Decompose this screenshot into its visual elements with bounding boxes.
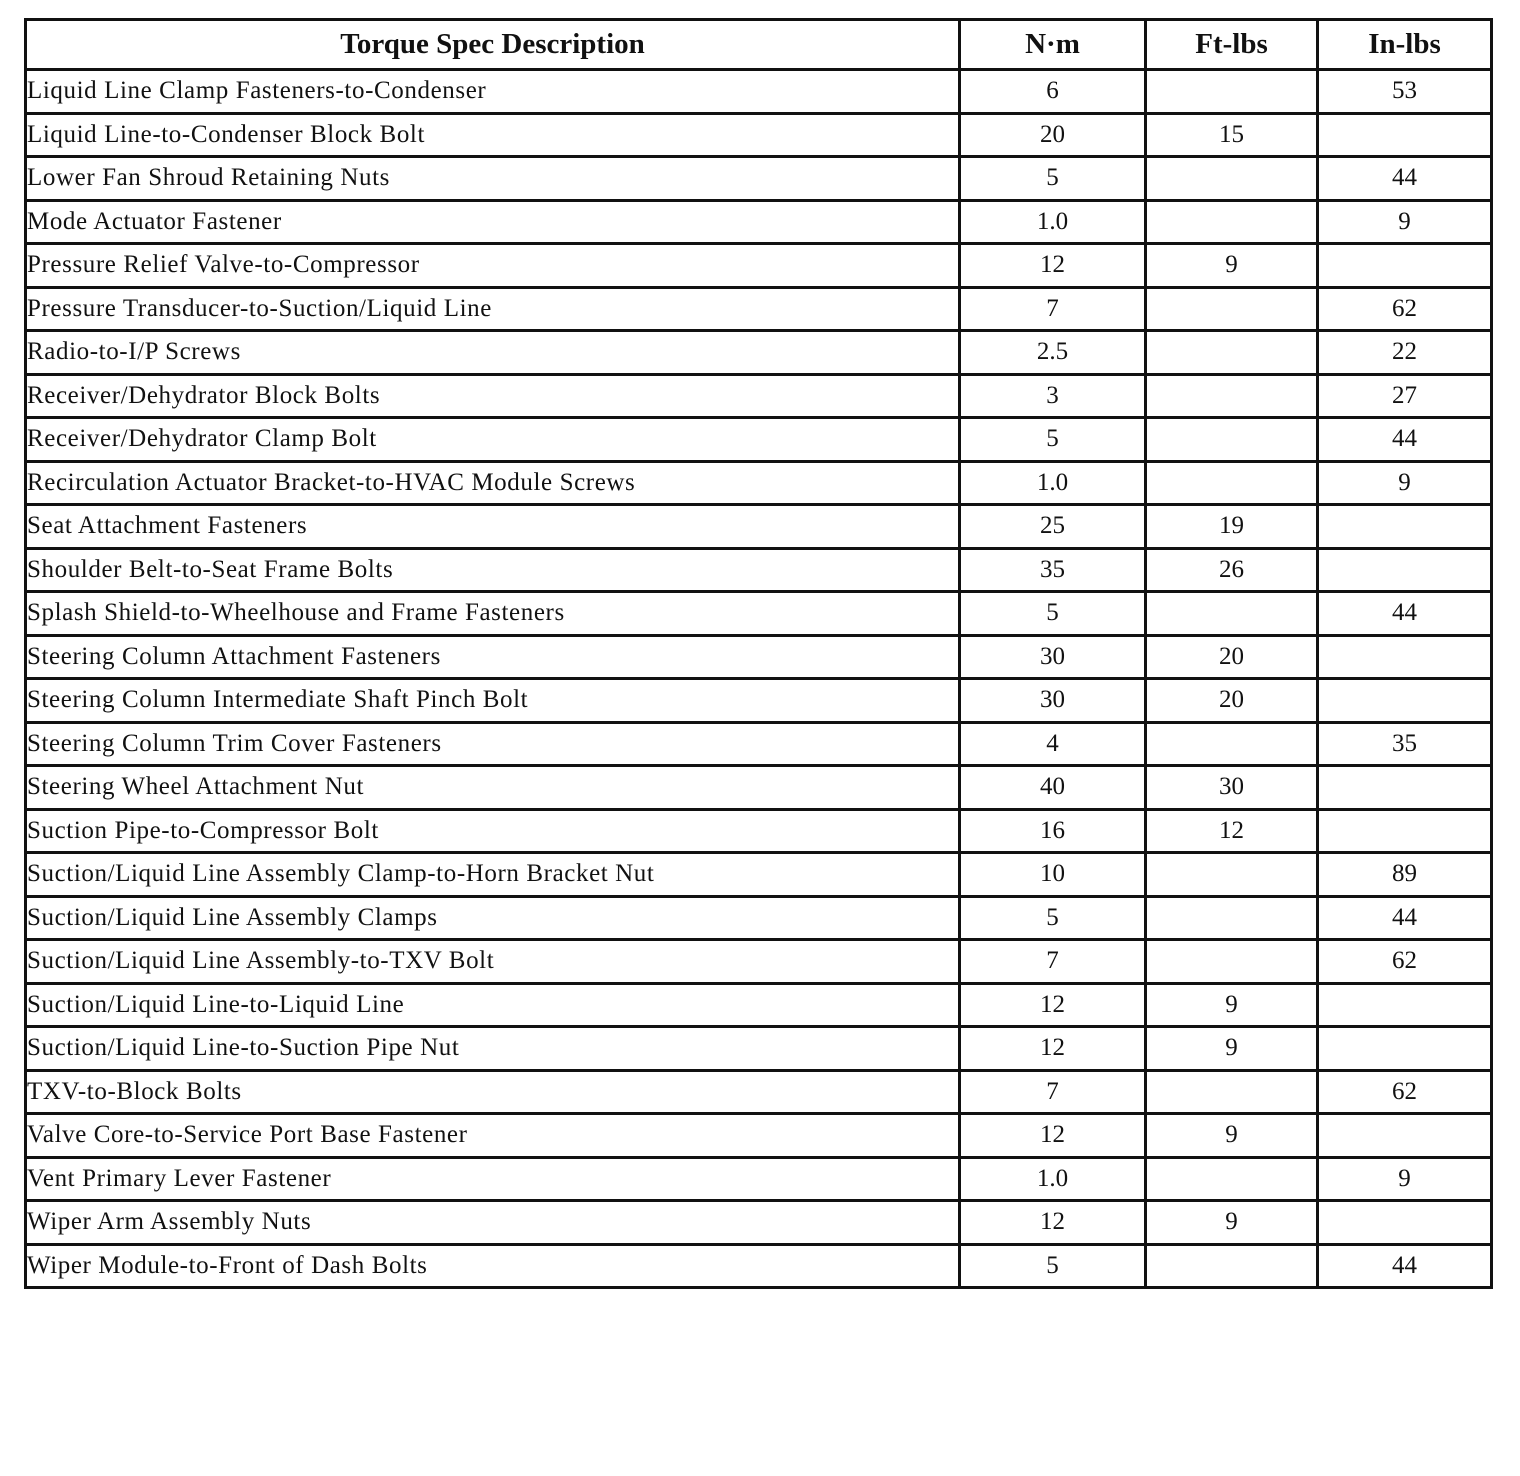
header-description: Torque Spec Description xyxy=(26,20,960,70)
cell-inlbs: 53 xyxy=(1318,70,1492,114)
cell-ftlbs xyxy=(1146,592,1318,636)
cell-inlbs xyxy=(1318,505,1492,549)
header-ftlbs: Ft-lbs xyxy=(1146,20,1318,70)
cell-ftlbs xyxy=(1146,1070,1318,1114)
torque-spec-page xyxy=(24,18,1490,1289)
cell-ftlbs: 20 xyxy=(1146,679,1318,723)
cell-nm: 2.5 xyxy=(960,331,1146,375)
table-row xyxy=(26,679,1492,723)
cell-inlbs: 9 xyxy=(1318,200,1492,244)
table-row xyxy=(26,461,1492,505)
cell-ftlbs: 9 xyxy=(1146,244,1318,288)
cell-description: Vent Primary Lever Fastener xyxy=(26,1157,960,1201)
cell-nm: 16 xyxy=(960,809,1146,853)
cell-nm: 7 xyxy=(960,1070,1146,1114)
table-row xyxy=(26,722,1492,766)
cell-description: Steering Wheel Attachment Nut xyxy=(26,766,960,810)
cell-ftlbs xyxy=(1146,200,1318,244)
table-header-row xyxy=(26,20,1492,70)
cell-inlbs: 27 xyxy=(1318,374,1492,418)
cell-inlbs: 22 xyxy=(1318,331,1492,375)
cell-description: Liquid Line Clamp Fasteners-to-Condenser xyxy=(26,70,960,114)
cell-description: Wiper Module-to-Front of Dash Bolts xyxy=(26,1244,960,1288)
table-row xyxy=(26,157,1492,201)
table-row xyxy=(26,1027,1492,1071)
cell-description: Suction/Liquid Line Assembly Clamps xyxy=(26,896,960,940)
cell-description: Suction Pipe-to-Compressor Bolt xyxy=(26,809,960,853)
cell-inlbs xyxy=(1318,983,1492,1027)
cell-inlbs xyxy=(1318,635,1492,679)
cell-description: Receiver/Dehydrator Clamp Bolt xyxy=(26,418,960,462)
cell-nm: 30 xyxy=(960,635,1146,679)
cell-description: Steering Column Intermediate Shaft Pinch Bolt xyxy=(26,679,960,723)
cell-nm: 5 xyxy=(960,157,1146,201)
cell-ftlbs xyxy=(1146,70,1318,114)
table-row xyxy=(26,809,1492,853)
cell-nm: 4 xyxy=(960,722,1146,766)
cell-inlbs xyxy=(1318,1114,1492,1158)
table-row xyxy=(26,1244,1492,1288)
cell-inlbs: 44 xyxy=(1318,1244,1492,1288)
cell-nm: 25 xyxy=(960,505,1146,549)
table-row xyxy=(26,244,1492,288)
cell-nm: 1.0 xyxy=(960,461,1146,505)
table-row xyxy=(26,592,1492,636)
table-row xyxy=(26,983,1492,1027)
cell-ftlbs xyxy=(1146,157,1318,201)
cell-ftlbs: 9 xyxy=(1146,983,1318,1027)
cell-ftlbs xyxy=(1146,722,1318,766)
cell-nm: 12 xyxy=(960,983,1146,1027)
cell-ftlbs: 15 xyxy=(1146,113,1318,157)
cell-ftlbs xyxy=(1146,1157,1318,1201)
cell-nm: 7 xyxy=(960,287,1146,331)
cell-description: Steering Column Trim Cover Fasteners xyxy=(26,722,960,766)
table-row xyxy=(26,200,1492,244)
cell-nm: 5 xyxy=(960,592,1146,636)
cell-description: Suction/Liquid Line Assembly-to-TXV Bolt xyxy=(26,940,960,984)
cell-ftlbs xyxy=(1146,331,1318,375)
table-row xyxy=(26,940,1492,984)
cell-ftlbs: 9 xyxy=(1146,1114,1318,1158)
cell-description: Valve Core-to-Service Port Base Fastener xyxy=(26,1114,960,1158)
cell-inlbs: 62 xyxy=(1318,940,1492,984)
header-inlbs: In-lbs xyxy=(1318,20,1492,70)
cell-ftlbs xyxy=(1146,853,1318,897)
cell-ftlbs: 9 xyxy=(1146,1201,1318,1245)
cell-inlbs xyxy=(1318,548,1492,592)
cell-inlbs xyxy=(1318,113,1492,157)
cell-description: Liquid Line-to-Condenser Block Bolt xyxy=(26,113,960,157)
cell-ftlbs xyxy=(1146,287,1318,331)
cell-nm: 12 xyxy=(960,1027,1146,1071)
cell-ftlbs: 30 xyxy=(1146,766,1318,810)
table-row xyxy=(26,853,1492,897)
cell-inlbs: 44 xyxy=(1318,418,1492,462)
table-row xyxy=(26,896,1492,940)
cell-inlbs: 44 xyxy=(1318,896,1492,940)
cell-description: Recirculation Actuator Bracket-to-HVAC Module Screws xyxy=(26,461,960,505)
cell-nm: 12 xyxy=(960,244,1146,288)
cell-ftlbs xyxy=(1146,374,1318,418)
cell-inlbs: 89 xyxy=(1318,853,1492,897)
cell-nm: 30 xyxy=(960,679,1146,723)
table-row xyxy=(26,1114,1492,1158)
cell-nm: 35 xyxy=(960,548,1146,592)
cell-description: Pressure Relief Valve-to-Compressor xyxy=(26,244,960,288)
cell-ftlbs xyxy=(1146,461,1318,505)
cell-ftlbs: 9 xyxy=(1146,1027,1318,1071)
cell-description: Wiper Arm Assembly Nuts xyxy=(26,1201,960,1245)
table-row xyxy=(26,1070,1492,1114)
cell-inlbs xyxy=(1318,766,1492,810)
cell-description: Mode Actuator Fastener xyxy=(26,200,960,244)
table-row xyxy=(26,70,1492,114)
cell-description: Steering Column Attachment Fasteners xyxy=(26,635,960,679)
cell-description: Pressure Transducer-to-Suction/Liquid Line xyxy=(26,287,960,331)
cell-nm: 5 xyxy=(960,896,1146,940)
cell-description: Seat Attachment Fasteners xyxy=(26,505,960,549)
cell-description: Shoulder Belt-to-Seat Frame Bolts xyxy=(26,548,960,592)
table-row xyxy=(26,766,1492,810)
cell-inlbs: 35 xyxy=(1318,722,1492,766)
cell-description: Splash Shield-to-Wheelhouse and Frame Fasteners xyxy=(26,592,960,636)
cell-inlbs: 62 xyxy=(1318,1070,1492,1114)
cell-description: Suction/Liquid Line-to-Suction Pipe Nut xyxy=(26,1027,960,1071)
cell-ftlbs: 26 xyxy=(1146,548,1318,592)
cell-ftlbs: 12 xyxy=(1146,809,1318,853)
cell-description: Radio-to-I/P Screws xyxy=(26,331,960,375)
cell-nm: 5 xyxy=(960,418,1146,462)
table-row xyxy=(26,331,1492,375)
cell-inlbs: 44 xyxy=(1318,157,1492,201)
table-row xyxy=(26,635,1492,679)
cell-nm: 5 xyxy=(960,1244,1146,1288)
table-row xyxy=(26,1157,1492,1201)
cell-inlbs xyxy=(1318,244,1492,288)
cell-inlbs: 9 xyxy=(1318,1157,1492,1201)
cell-nm: 20 xyxy=(960,113,1146,157)
cell-ftlbs: 19 xyxy=(1146,505,1318,549)
cell-inlbs xyxy=(1318,809,1492,853)
cell-description: Receiver/Dehydrator Block Bolts xyxy=(26,374,960,418)
table-row xyxy=(26,113,1492,157)
table-row xyxy=(26,548,1492,592)
table-row xyxy=(26,287,1492,331)
cell-inlbs xyxy=(1318,1027,1492,1071)
cell-nm: 7 xyxy=(960,940,1146,984)
cell-nm: 12 xyxy=(960,1201,1146,1245)
cell-inlbs: 62 xyxy=(1318,287,1492,331)
cell-description: TXV-to-Block Bolts xyxy=(26,1070,960,1114)
cell-nm: 6 xyxy=(960,70,1146,114)
cell-ftlbs xyxy=(1146,418,1318,462)
table-row xyxy=(26,1201,1492,1245)
cell-inlbs xyxy=(1318,679,1492,723)
cell-nm: 12 xyxy=(960,1114,1146,1158)
table-row xyxy=(26,505,1492,549)
table-body xyxy=(26,70,1492,1288)
cell-inlbs xyxy=(1318,1201,1492,1245)
cell-ftlbs xyxy=(1146,1244,1318,1288)
cell-nm: 1.0 xyxy=(960,200,1146,244)
cell-nm: 1.0 xyxy=(960,1157,1146,1201)
header-nm: N·m xyxy=(960,20,1146,70)
table-row xyxy=(26,418,1492,462)
cell-description: Suction/Liquid Line-to-Liquid Line xyxy=(26,983,960,1027)
torque-spec-table xyxy=(24,18,1493,1289)
cell-inlbs: 44 xyxy=(1318,592,1492,636)
table-row xyxy=(26,374,1492,418)
cell-description: Lower Fan Shroud Retaining Nuts xyxy=(26,157,960,201)
cell-ftlbs: 20 xyxy=(1146,635,1318,679)
cell-nm: 10 xyxy=(960,853,1146,897)
cell-nm: 3 xyxy=(960,374,1146,418)
cell-inlbs: 9 xyxy=(1318,461,1492,505)
cell-description: Suction/Liquid Line Assembly Clamp-to-Horn Bracket Nut xyxy=(26,853,960,897)
cell-nm: 40 xyxy=(960,766,1146,810)
cell-ftlbs xyxy=(1146,940,1318,984)
cell-ftlbs xyxy=(1146,896,1318,940)
